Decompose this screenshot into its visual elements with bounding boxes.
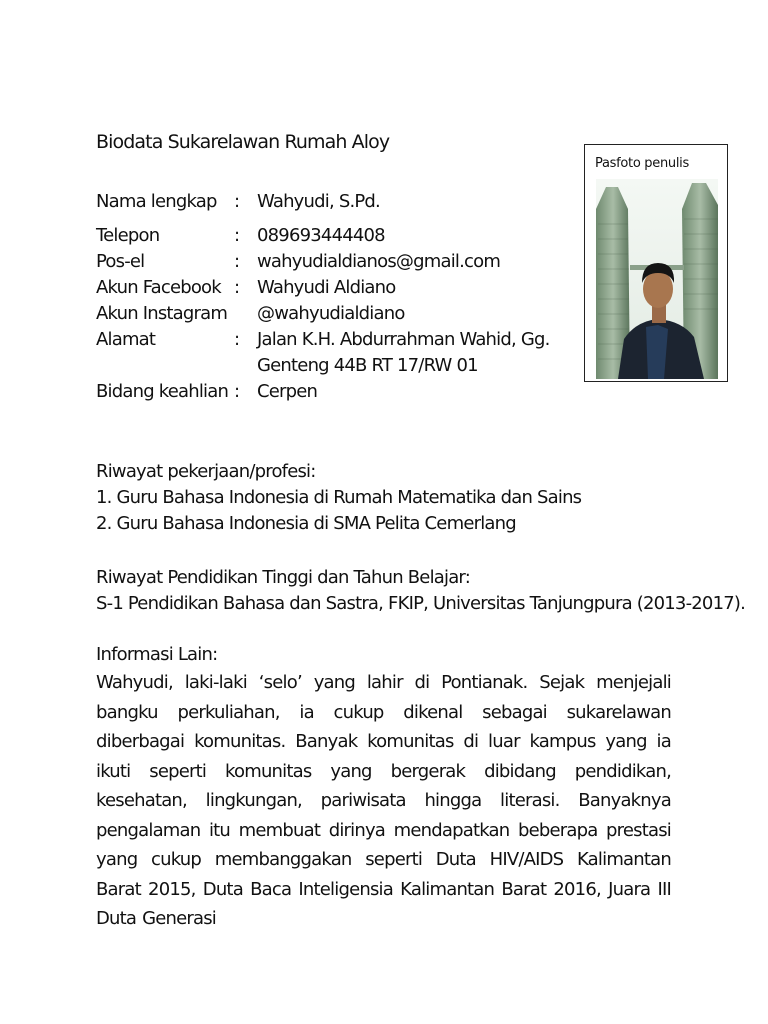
- biodata-value: Wahyudi, S.Pd.: [257, 191, 380, 212]
- biodata-value: 089693444408: [257, 225, 385, 246]
- biodata-colon: :: [234, 225, 240, 246]
- biodata-row-email: [96, 249, 556, 275]
- info-heading: Informasi Lain:: [96, 644, 218, 665]
- education-section: [96, 565, 746, 617]
- education-heading: Riwayat Pendidikan Tinggi dan Tahun Belajar:: [96, 567, 470, 588]
- education-text: S-1 Pendidikan Bahasa dan Sastra, FKIP, Universitas Tanjungpura (2013-2017).: [96, 593, 746, 614]
- biodata-colon: :: [234, 191, 240, 212]
- biodata-label: Alamat: [96, 329, 156, 350]
- biodata-label: Bidang keahlian: [96, 381, 229, 402]
- photo-frame: [584, 144, 728, 382]
- work-history-item: 1. Guru Bahasa Indonesia di Rumah Matematika dan Sains: [96, 487, 582, 508]
- biodata-row-address: [96, 327, 556, 379]
- biodata-row-name: [96, 189, 556, 215]
- biodata-label: Akun Instagram: [96, 303, 228, 324]
- biodata-colon: :: [234, 277, 240, 298]
- biodata-row-expertise: [96, 379, 556, 405]
- biodata-value: @wahyudialdiano: [257, 303, 405, 324]
- biodata-value: Wahyudi Aldiano: [257, 277, 396, 298]
- biodata-label: Telepon: [96, 225, 160, 246]
- biodata-label: Pos-el: [96, 251, 145, 272]
- biodata-row-phone: [96, 223, 556, 249]
- work-history-section: [96, 459, 671, 537]
- work-history-item: 2. Guru Bahasa Indonesia di SMA Pelita Cemerlang: [96, 513, 516, 534]
- info-section: [96, 642, 671, 934]
- biodata-label: Nama lengkap: [96, 191, 217, 212]
- biodata-colon: :: [234, 381, 240, 402]
- biodata-label: Akun Facebook: [96, 277, 221, 298]
- author-photo: [596, 179, 718, 379]
- biodata-colon: :: [234, 329, 240, 350]
- biodata-value: Cerpen: [257, 381, 318, 402]
- biodata-colon: :: [234, 251, 240, 272]
- info-paragraph: Wahyudi, laki-laki ‘selo’ yang lahir di Pontianak. Sejak menjejali bangku perkuliahan, ia cukup dikenal sebagai sukarelawan diberbagai komunitas. Banyak komunitas di luar kampus yang ia ikuti seperti komunitas yang bergerak dibidang pendidikan, kesehatan, lingkungan, pariwisata hingga literasi. Banyaknya pengalaman itu membuat dirinya mendapatkan beberapa prestasi yang cukup membanggakan seperti Duta HIV/AIDS Kalimantan Barat 2015, Duta Baca Inteligensia Kalimantan Barat 2016, Juara III Duta Generasi: [96, 672, 671, 929]
- work-history-heading: Riwayat pekerjaan/profesi:: [96, 461, 316, 482]
- biodata-colon: [234, 301, 257, 327]
- biodata-row-facebook: [96, 275, 556, 301]
- photo-caption: Pasfoto penulis: [595, 156, 689, 171]
- page-title: Biodata Sukarelawan Rumah Aloy: [96, 131, 390, 153]
- biodata-row-instagram: [96, 301, 556, 327]
- biodata-table: [96, 189, 556, 405]
- biodata-value: Jalan K.H. Abdurrahman Wahid, Gg. Genteng 44B RT 17/RW 01: [257, 329, 550, 376]
- biodata-value: wahyudialdianos@gmail.com: [257, 251, 501, 272]
